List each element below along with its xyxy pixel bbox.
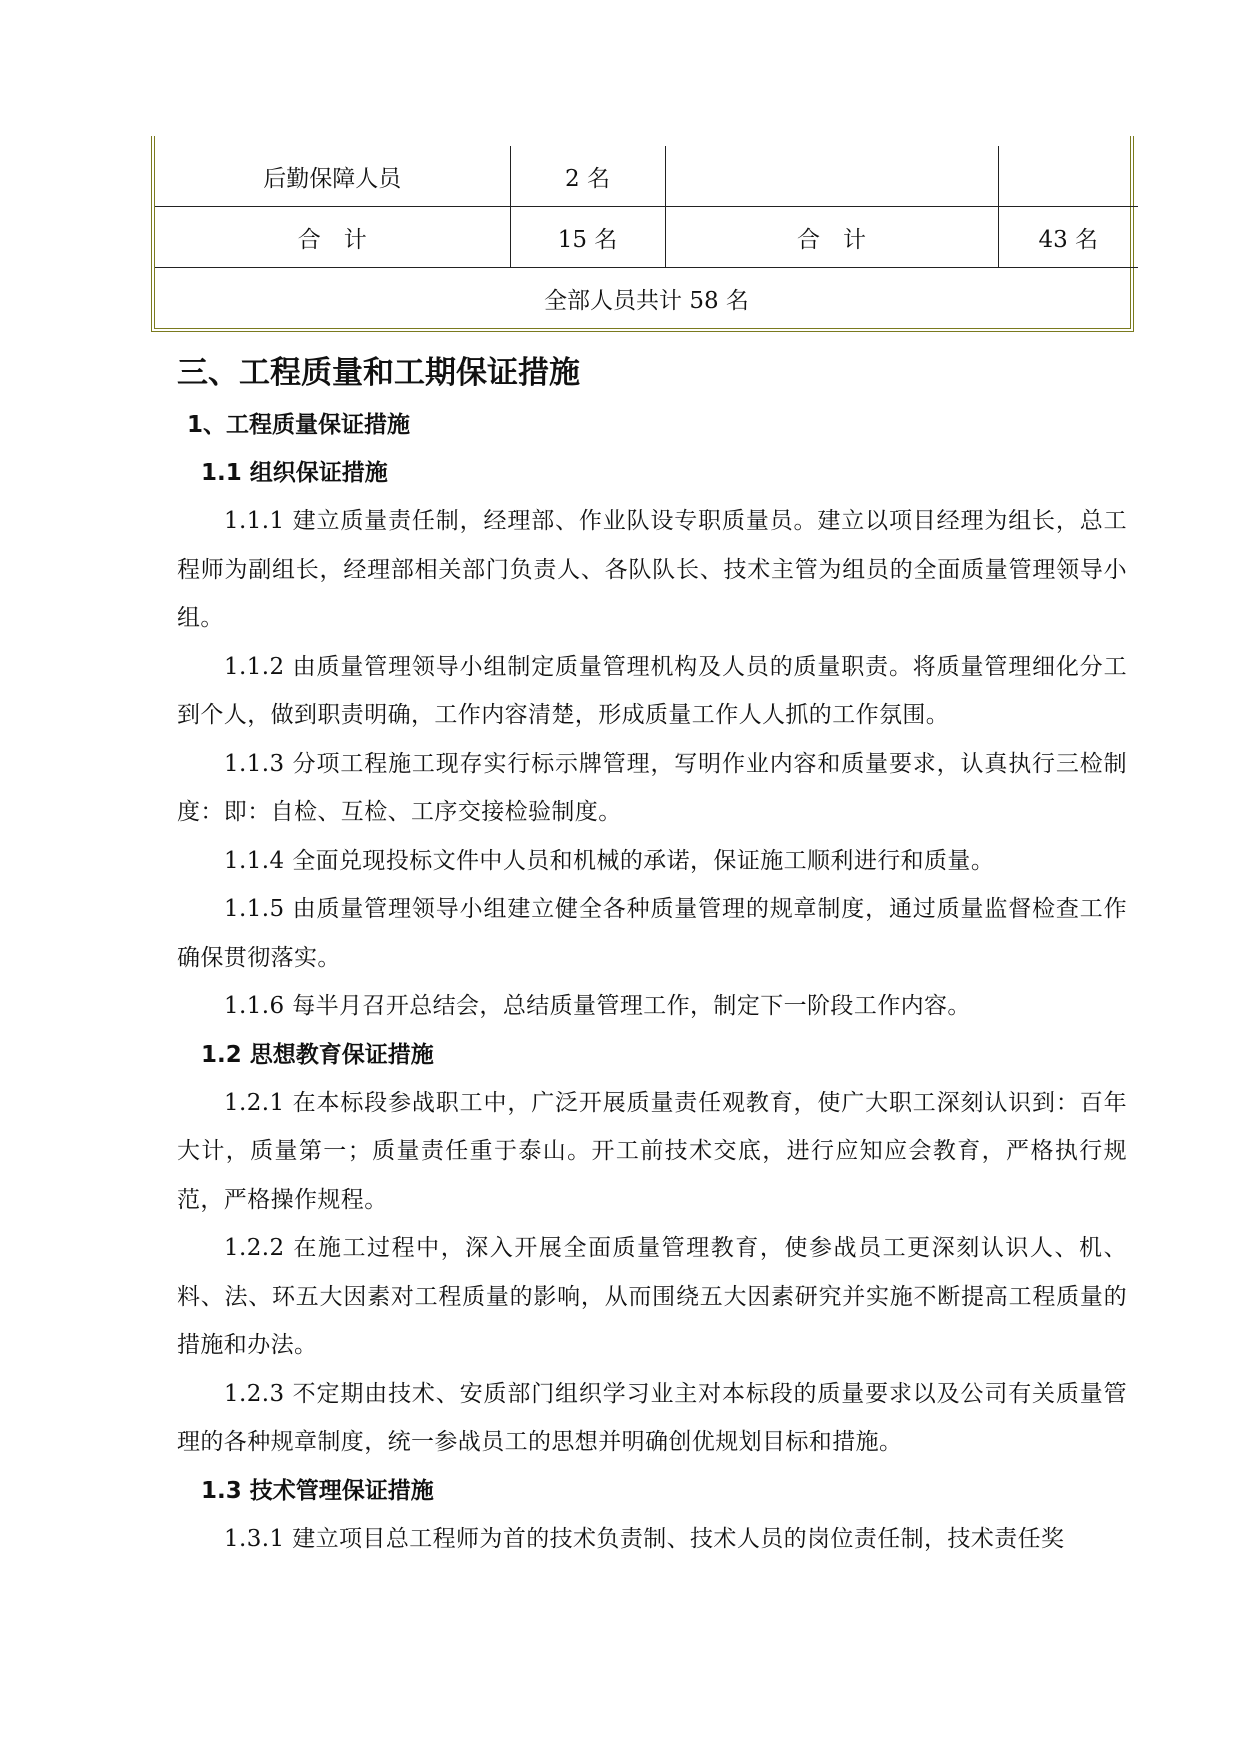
staffing-table <box>151 146 1134 332</box>
paragraph: 1.1.3 分项工程施工现存实行标示牌管理，写明作业内容和质量要求，认真执行三检制度：即：自检、互检、工序交接检验制度。 <box>177 750 1127 825</box>
table-cell: 43 名 <box>998 207 1138 268</box>
table-row <box>155 146 1138 207</box>
paragraph: 1.3.1 建立项目总工程师为首的技术负责制、技术人员的岗位责任制，技术责任奖 <box>224 1525 1065 1552</box>
table-cell: 合 计 <box>155 207 510 268</box>
paragraph: 1.1.1 建立质量责任制，经理部、作业队设专职质量员。建立以项目经理为组长，总工程师为副组长，经理部相关部门负责人、各队队长、技术主管为组员的全面质量管理领导小组。 <box>177 508 1127 631</box>
subsubsection-title: 1.3 技术管理保证措施 <box>201 1477 434 1504</box>
table-cell: 后勤保障人员 <box>155 146 510 207</box>
paragraph: 1.2.1 在本标段参战职工中，广泛开展质量责任观教育，使广大职工深刻认识到：百年大计，质量第一；质量责任重于泰山。开工前技术交底，进行应知应会教育，严格执行规范，严格操作规程。 <box>177 1089 1127 1213</box>
subsubsection-title: 1.1 组织保证措施 <box>201 460 388 486</box>
paragraph: 1.1.2 由质量管理领导小组制定质量管理机构及人员的质量职责。将质量管理细化分工到个人，做到职责明确，工作内容清楚，形成质量工作人人抓的工作氛围。 <box>177 653 1127 728</box>
table-cell: 合 计 <box>665 207 998 268</box>
section-title: 三、工程质量和工期保证措施 <box>177 355 580 391</box>
paragraph: 1.2.3 不定期由技术、安质部门组织学习业主对本标段的质量要求以及公司有关质量管理的各种规章制度，统一参战员工的思想并明确创优规划目标和措施。 <box>177 1380 1127 1455</box>
subsubsection-title: 1.2 思想教育保证措施 <box>201 1041 434 1068</box>
table-cell <box>998 146 1138 207</box>
table-total-cell: 全部人员共计 58 名 <box>155 268 1138 329</box>
paragraph: 1.1.6 每半月召开总结会，总结质量管理工作，制定下一阶段工作内容。 <box>224 993 971 1019</box>
paragraph: 1.1.4 全面兑现投标文件中人员和机械的承诺，保证施工顺利进行和质量。 <box>224 847 995 874</box>
paragraph: 1.2.2 在施工过程中，深入开展全面质量管理教育，使参战员工更深刻认识人、机、料、法、环五大因素对工程质量的影响，从而围绕五大因素研究并实施不断提高工程质量的措施和办法。 <box>177 1235 1127 1358</box>
subsection-title: 1、工程质量保证措施 <box>187 412 411 438</box>
paragraph: 1.1.5 由质量管理领导小组建立健全各种质量管理的规章制度，通过质量监督检查工作确保贯彻落实。 <box>177 896 1127 971</box>
table-cell: 2 名 <box>510 146 665 207</box>
table-total-row <box>155 268 1138 329</box>
table-cell <box>665 146 998 207</box>
table-cell: 15 名 <box>510 207 665 268</box>
table-row <box>155 207 1138 268</box>
document-body <box>177 345 1127 1563</box>
